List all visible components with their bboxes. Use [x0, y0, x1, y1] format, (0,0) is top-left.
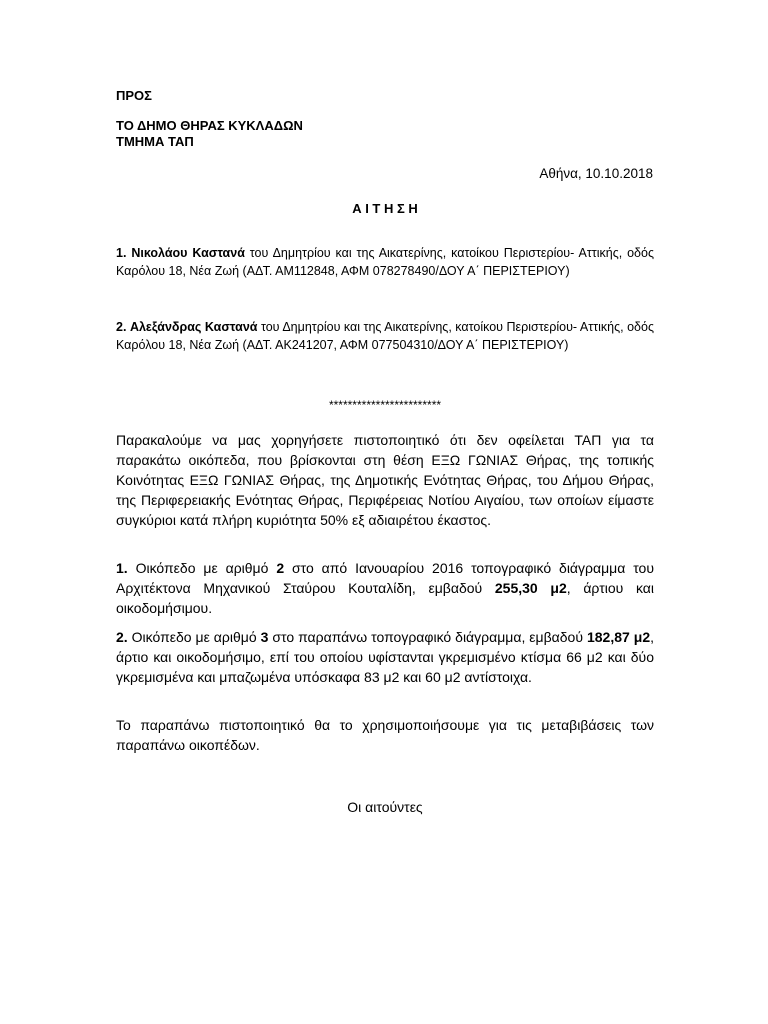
applicant-2-number: 2.	[116, 320, 127, 334]
plot-2-area: 182,87 μ2	[586, 629, 651, 645]
applicant-2-name: Αλεξάνδρας Καστανά	[129, 320, 258, 334]
plot-2-plot-number: 3	[260, 629, 269, 645]
applicant-2-details: του Δημητρίου και της Αικατερίνης, κατοίκου Περιστερίου- Αττικής, οδός Καρόλου 18, Νέα Ζωή (ΑΔΤ. ΑΚ241207, ΑΦΜ 077504310/ΔΟΥ Α΄ ΠΕΡΙΣΤΕΡΙΟΥ)	[116, 320, 654, 352]
plot-1	[116, 558, 654, 618]
plot-1-number: 1.	[116, 560, 128, 576]
place-date: Αθήνα, 10.10.2018	[539, 166, 653, 181]
signature-label: Οι αιτούντες	[347, 799, 423, 815]
recipient-line-1: ΤΟ ΔΗΜΟ ΘΗΡΑΣ ΚΥΚΛΑΔΩΝ	[116, 118, 303, 133]
applicant-1	[116, 244, 654, 280]
plot-1-area: 255,30 μ2	[494, 580, 567, 596]
separator: ************************	[328, 398, 442, 412]
plot-1-text-c: , άρτιου και οικοδομήσιμου.	[116, 580, 654, 616]
plot-1-text-a: Οικόπεδο με αριθμό	[127, 560, 277, 576]
plot-2-number: 2.	[116, 629, 128, 645]
plot-2-text-a: Οικόπεδο με αριθμό	[127, 629, 261, 645]
applicant-2	[116, 318, 654, 354]
plot-1-text-b: στο από Ιανουαρίου 2016 τοπογραφικό διάγραμμα του Αρχιτέκτονα Μηχανικού Σταύρου Κουταλίδη, εμβαδού	[116, 560, 654, 596]
applicant-1-number: 1.	[116, 246, 127, 260]
applicant-1-name: Νικολάου Καστανά	[131, 246, 245, 260]
intro-paragraph: Παρακαλούμε να μας χορηγήσετε πιστοποιητικό ότι δεν οφείλεται ΤΑΠ για τα παρακάτω οικόπεδα, που βρίσκονται στη θέση ΕΞΩ ΓΩΝΙΑΣ Θήρας, της τοπικής Κοινότητας ΕΞΩ ΓΩΝΙΑΣ Θήρας, της Δημοτικής Ενότητας Θήρας, του Δήμου Θήρας, της Περιφερειακής Ενότητας Θήρας, Περιφέρειας Νοτίου Αιγαίου, των οποίων είμαστε συγκύριοι κατά πλήρη κυριότητα 50% εξ αδιαιρέτου έκαστος.	[116, 432, 654, 528]
recipient-line-2: ΤΜΗΜΑ ΤΑΠ	[116, 134, 194, 149]
plot-2	[116, 627, 654, 687]
document-title: Α Ι Τ Η Σ Η	[352, 201, 418, 216]
applicant-1-details: του Δημητρίου και της Αικατερίνης, κατοίκου Περιστερίου- Αττικής, οδός Καρόλου 18, Νέα Ζωή (ΑΔΤ. ΑΜ112848, ΑΦΜ 078278490/ΔΟΥ Α΄ ΠΕΡΙΣΤΕΡΙΟΥ)	[116, 246, 654, 278]
plot-2-text-b: στο παραπάνω τοπογραφικό διάγραμμα, εμβαδού	[268, 629, 587, 645]
to-label: ΠΡΟΣ	[116, 88, 152, 103]
plot-2-text-c: , άρτιο και οικοδομήσιμο, επί του οποίου υφίστανται γκρεμισμένο κτίσμα 66 μ2 και δύο γκρεμισμένα και μπαζωμένα υπόσκαφα 83 μ2 και 60 μ2 αντίστοιχα.	[116, 629, 655, 685]
closing-paragraph: Το παραπάνω πιστοποιητικό θα το χρησιμοποιήσουμε για τις μεταβιβάσεις των παραπάνω οικοπέδων.	[116, 717, 654, 753]
plot-1-plot-number: 2	[276, 560, 285, 576]
